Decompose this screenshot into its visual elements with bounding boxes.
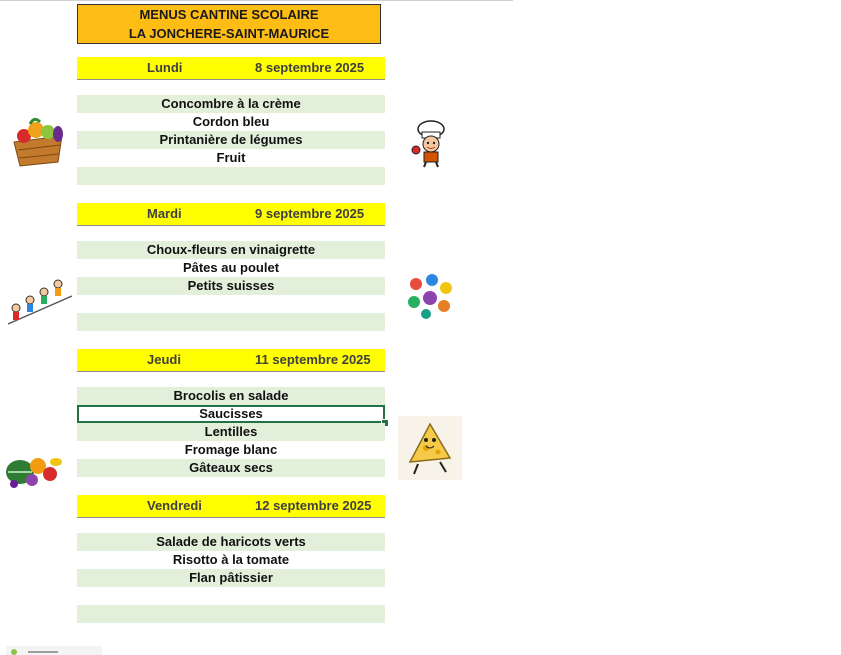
day-date: 11 septembre 2025 bbox=[255, 352, 371, 367]
sheet-top-border bbox=[0, 0, 513, 1]
menu-title-line2: LA JONCHERE-SAINT-MAURICE bbox=[128, 26, 330, 41]
menu-item[interactable]: Salade de haricots verts bbox=[77, 533, 385, 551]
menu-item[interactable]: Petits suisses bbox=[77, 277, 385, 295]
menu-item[interactable]: Risotto à la tomate bbox=[172, 552, 290, 567]
menu-item[interactable]: Lentilles bbox=[77, 423, 385, 441]
day-header-jeudi[interactable] bbox=[77, 349, 385, 372]
chef-icon[interactable] bbox=[408, 120, 454, 168]
day-date: 12 septembre 2025 bbox=[255, 498, 372, 513]
day-name: Mardi bbox=[147, 206, 182, 221]
partial-clipart-icon bbox=[6, 646, 102, 655]
handprints-icon[interactable] bbox=[404, 272, 456, 320]
menu-item[interactable]: Choux-fleurs en vinaigrette bbox=[77, 241, 385, 259]
empty-row[interactable] bbox=[77, 167, 385, 185]
children-playing-icon[interactable] bbox=[6, 270, 74, 328]
menu-item[interactable]: Cordon bleu bbox=[192, 114, 270, 129]
menu-item[interactable]: Fruit bbox=[216, 150, 246, 165]
day-date: 9 septembre 2025 bbox=[255, 206, 365, 221]
menu-title-line1: MENUS CANTINE SCOLAIRE bbox=[139, 7, 319, 22]
day-header-vendredi[interactable] bbox=[77, 495, 385, 518]
menu-item[interactable]: Printanière de légumes bbox=[77, 131, 385, 149]
menu-item[interactable]: Fromage blanc bbox=[184, 442, 278, 457]
empty-row[interactable] bbox=[77, 605, 385, 623]
menu-item[interactable]: Flan pâtissier bbox=[77, 569, 385, 587]
menu-item[interactable]: Gâteaux secs bbox=[77, 459, 385, 477]
menu-item[interactable]: Pâtes au poulet bbox=[182, 260, 280, 275]
fruit-pile-icon[interactable] bbox=[4, 444, 66, 490]
empty-row[interactable] bbox=[77, 313, 385, 331]
day-header-lundi[interactable] bbox=[77, 57, 385, 80]
day-name: Vendredi bbox=[147, 498, 202, 513]
menu-title[interactable] bbox=[77, 4, 381, 44]
day-date: 8 septembre 2025 bbox=[255, 60, 365, 75]
vegetable-basket-icon[interactable] bbox=[10, 116, 66, 168]
menu-item[interactable]: Brocolis en salade bbox=[77, 387, 385, 405]
day-header-mardi[interactable] bbox=[77, 203, 385, 226]
day-name: Lundi bbox=[147, 60, 183, 75]
selected-cell[interactable]: Saucisses bbox=[77, 405, 385, 423]
cheese-mascot-icon[interactable] bbox=[396, 414, 464, 482]
menu-item[interactable]: Concombre à la crème bbox=[77, 95, 385, 113]
day-name: Jeudi bbox=[147, 352, 181, 367]
